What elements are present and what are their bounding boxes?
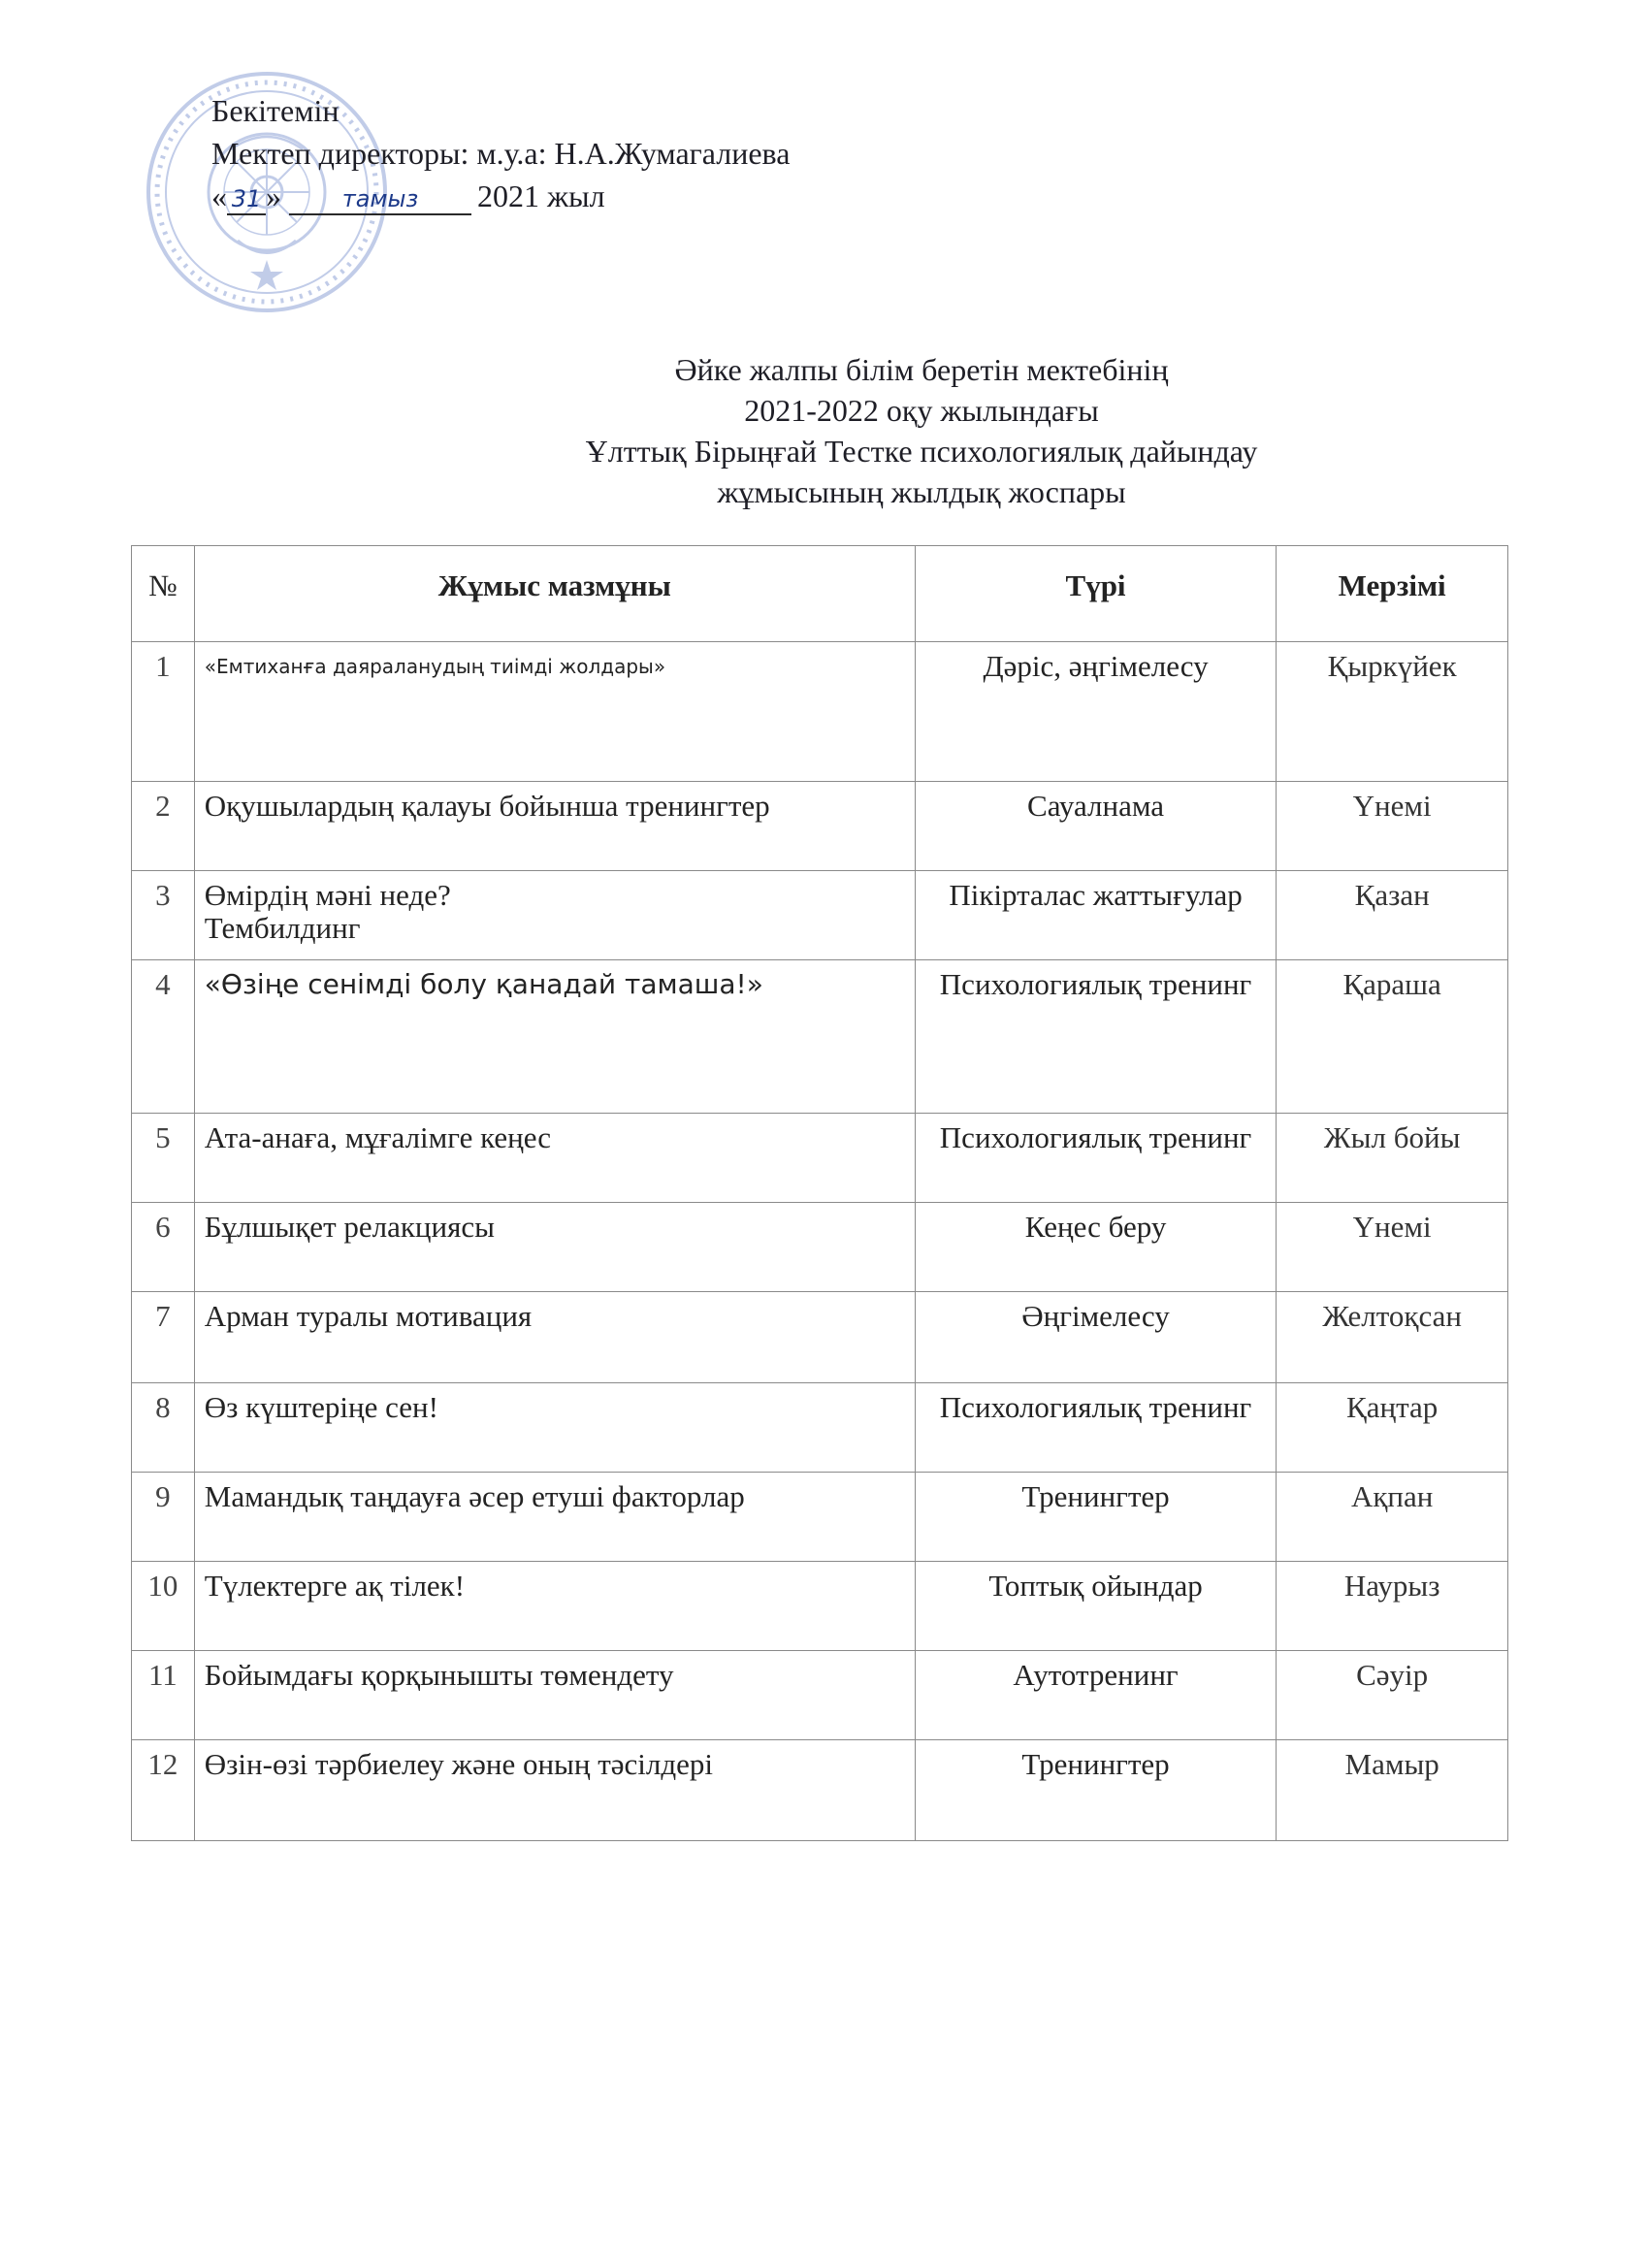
- row-date: Үнемі: [1277, 782, 1508, 871]
- day-field: [227, 181, 266, 215]
- table-row: [132, 1114, 1508, 1203]
- row-content: Ата-анаға, мұғалімге кеңес: [194, 1114, 915, 1203]
- row-content: Оқушылардың қалауы бойынша тренингтер: [194, 782, 915, 871]
- row-type: Тренингтер: [915, 1740, 1277, 1841]
- row-date: Жыл бойы: [1277, 1114, 1508, 1203]
- table-row: [132, 782, 1508, 871]
- row-date: Қараша: [1277, 960, 1508, 1114]
- year-text: 2021 жыл: [477, 178, 605, 213]
- row-content: «Өзіңе сенімді болу қанадай тамаша!»: [194, 960, 915, 1114]
- approval-title: Бекітемін: [211, 93, 340, 128]
- row-number: 12: [132, 1740, 195, 1841]
- heading-line-2: 2021-2022 оқу жылындағы: [744, 393, 1099, 428]
- row-number: 6: [132, 1203, 195, 1292]
- approval-date: [211, 175, 790, 217]
- day-handwritten: 31: [231, 185, 262, 212]
- table-row: [132, 1383, 1508, 1473]
- row-type: Әңгімелесу: [915, 1292, 1277, 1383]
- approval-block: [211, 89, 790, 217]
- row-date: Наурыз: [1277, 1562, 1508, 1651]
- row-type: Психологиялық тренинг: [915, 1383, 1277, 1473]
- row-date: Қыркүйек: [1277, 642, 1508, 782]
- row-content: Бұлшықет релакциясы: [194, 1203, 915, 1292]
- row-date: Қаңтар: [1277, 1383, 1508, 1473]
- row-type: Тренингтер: [915, 1473, 1277, 1562]
- table-row: [132, 642, 1508, 782]
- row-content: Бойымдағы қорқынышты төмендету: [194, 1651, 915, 1740]
- open-quote: «: [211, 178, 227, 213]
- header-date: Мерзімі: [1277, 546, 1508, 642]
- row-type: Дәріс, әңгімелесу: [915, 642, 1277, 782]
- month-handwritten: тамыз: [341, 185, 419, 212]
- row-content-line-2: Тембилдинг: [204, 911, 361, 945]
- table-row: [132, 1292, 1508, 1383]
- row-type: Аутотренинг: [915, 1651, 1277, 1740]
- row-number: 11: [132, 1651, 195, 1740]
- row-content: Арман туралы мотивация: [194, 1292, 915, 1383]
- table-row: [132, 1203, 1508, 1292]
- row-number: 7: [132, 1292, 195, 1383]
- month-field: [289, 181, 471, 215]
- header-content: Жұмыс мазмұны: [194, 546, 915, 642]
- row-number: 8: [132, 1383, 195, 1473]
- table-header-row: [132, 546, 1508, 642]
- row-number: 4: [132, 960, 195, 1114]
- row-number: 3: [132, 871, 195, 960]
- table-row: [132, 1651, 1508, 1740]
- row-number: 5: [132, 1114, 195, 1203]
- row-number: 10: [132, 1562, 195, 1651]
- heading-line-1: Әйке жалпы білім беретін мектебінің: [674, 352, 1169, 387]
- row-number: 1: [132, 642, 195, 782]
- row-number: 2: [132, 782, 195, 871]
- row-date: Үнемі: [1277, 1203, 1508, 1292]
- header-type: Түрі: [915, 546, 1277, 642]
- table-row: [132, 1562, 1508, 1651]
- heading-line-3: Ұлттық Бірыңғай Тестке психологиялық дайындау: [585, 434, 1258, 469]
- row-type: Психологиялық тренинг: [915, 960, 1277, 1114]
- row-date: Сәуір: [1277, 1651, 1508, 1740]
- header-number: №: [132, 546, 195, 642]
- row-type: Топтық ойындар: [915, 1562, 1277, 1651]
- row-type: Психологиялық тренинг: [915, 1114, 1277, 1203]
- row-type: Кеңес беру: [915, 1203, 1277, 1292]
- table-row: [132, 1473, 1508, 1562]
- director-line: Мектеп директоры: м.у.а: Н.А.Жумагалиева: [211, 136, 791, 171]
- table-row: [132, 960, 1508, 1114]
- row-content: [194, 871, 915, 960]
- row-content: «Емтиханға даяраланудың тиімді жолдары»: [194, 642, 915, 782]
- row-content: Мамандық таңдауға әсер етуші факторлар: [194, 1473, 915, 1562]
- row-date: Желтоқсан: [1277, 1292, 1508, 1383]
- row-type: Пікірталас жаттығулар: [915, 871, 1277, 960]
- row-content: Түлектерге ақ тілек!: [194, 1562, 915, 1651]
- heading-line-4: жұмысының жылдық жоспары: [717, 474, 1126, 509]
- close-quote: »: [266, 178, 281, 213]
- table-row: [132, 871, 1508, 960]
- row-content: Өз күштеріңе сен!: [194, 1383, 915, 1473]
- row-date: Ақпан: [1277, 1473, 1508, 1562]
- document-heading: [291, 349, 1552, 512]
- row-number: 9: [132, 1473, 195, 1562]
- row-date: Мамыр: [1277, 1740, 1508, 1841]
- row-content: Өзін-өзі тәрбиелеу және оның тәсілдері: [194, 1740, 915, 1841]
- row-content-line-1: Өмірдің мәні неде?: [204, 878, 451, 912]
- plan-table: [131, 545, 1508, 1841]
- row-date: Қазан: [1277, 871, 1508, 960]
- table-row: [132, 1740, 1508, 1841]
- row-type: Сауалнама: [915, 782, 1277, 871]
